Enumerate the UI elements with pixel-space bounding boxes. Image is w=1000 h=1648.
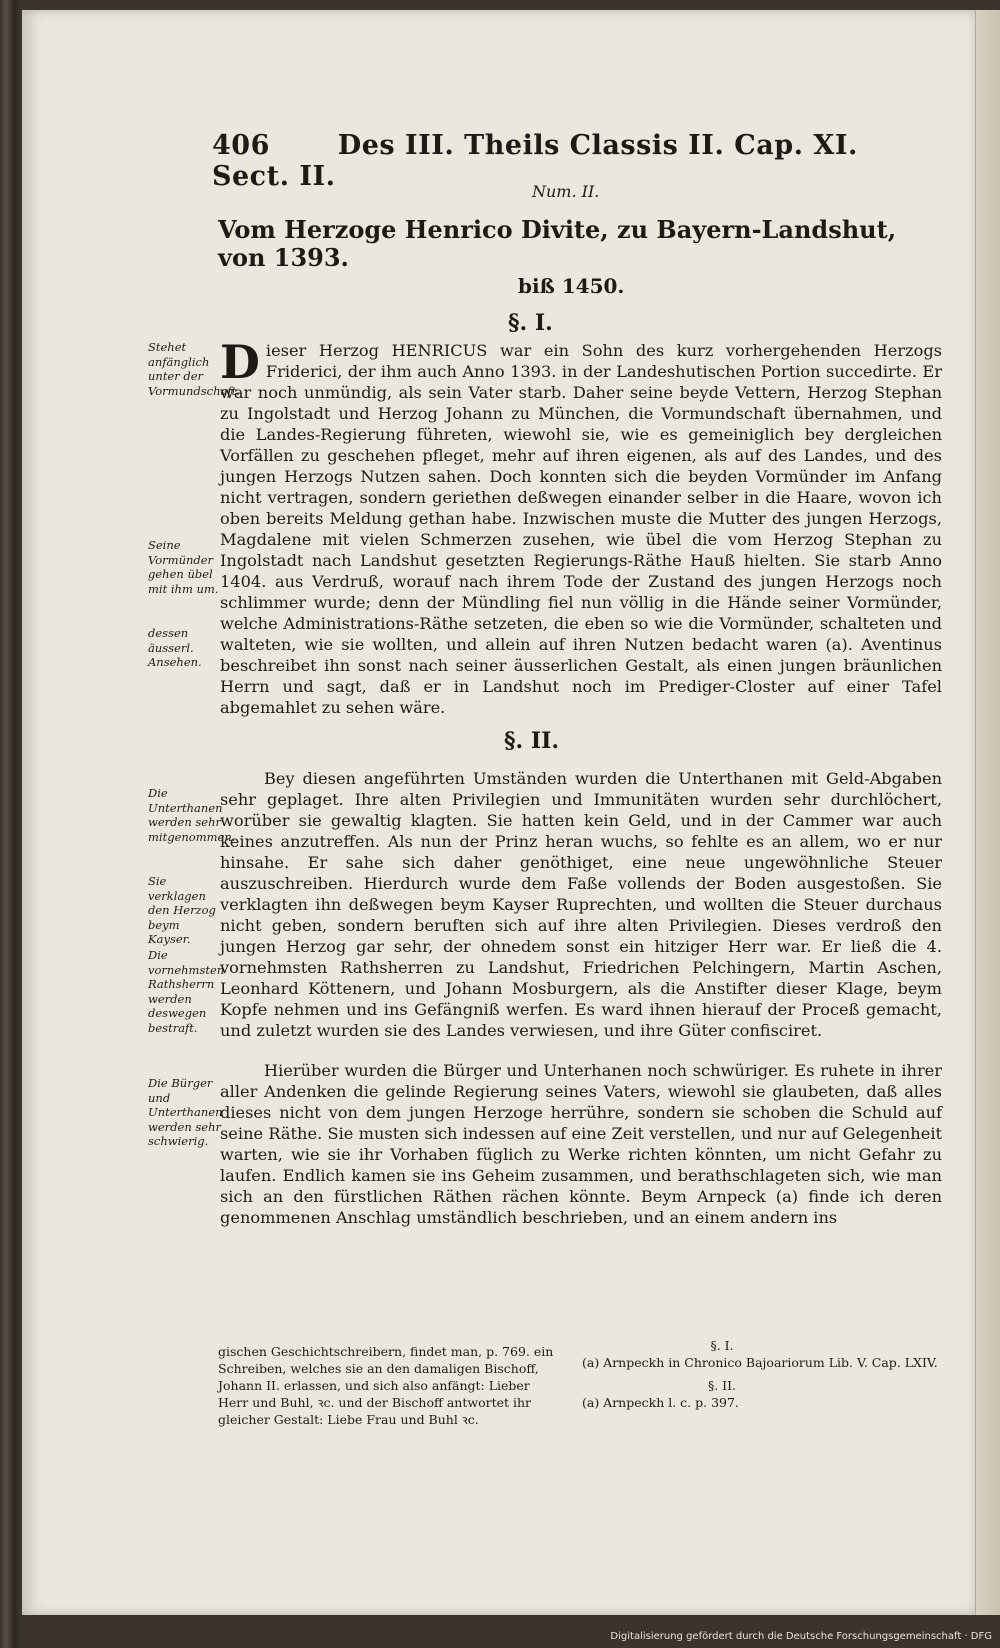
- footnote-heading-1: §. I.: [710, 1338, 734, 1353]
- running-title: Des III. Theils Classis II. Cap. XI. Sect. II.: [212, 130, 858, 192]
- margin-note-7: Die Bürger und Unterthanen werden sehr schwierig.: [148, 1076, 223, 1148]
- margin-note-5: Sie verklagen den Herzog beym Kayser.: [148, 874, 216, 946]
- digitization-note: Digitalisierung gefördert durch die Deutsche Forschungsgemeinschaft · DFG: [610, 1631, 992, 1642]
- paragraph-1-text: ieser Herzog HENRICUS war ein Sohn des kurz vorhergehenden Herzogs Friderici, der ihm auch Anno 1393. in der Landeshutischen Portion succedirte. Er war noch unmündig, als sein Vater starb. Daher seine beyde Vettern, Herzog Stephan zu Ingolstadt und Herzog Johann zu München, die Vormundschaft übernahmen, und die Landes-Regierung führeten, wiewohl sie, wie es gemeiniglich bey dergleichen Vorfällen zu geschehen pfleget, mehr auf ihren eigenen, als auf des Landes, und des jungen Herzogs Nutzen sahen. Doch konnten sich die beyden Vormünder im Anfang nicht vertragen, sondern geriethen deßwegen einander selber in die Haare, wovon ich oben bereits Meldung gethan habe. Inzwischen muste die Mutter des jungen Herzogs, Magdalene mit vielen Schmerzen zusehen, wie übel die vom Herzog Stephan zu Ingolstadt nach Landshut gesetzten Regierungs-Räthe Hauß hielten. Sie starb Anno 1404. aus Verdruß, worauf nach ihrem Tode der Zustand des jungen Herzogs noch schlimmer wurde; denn der Mündling fiel nun völlig in die Hände seiner Vormünder, welche Administrations-Räthe setzeten, die eben so wie die Vormünder, schalteten und walteten, wie sie wollten, und allein auf ihren Nutzen bedacht waren (a). Aventinus beschreibet ihn sonst nach seiner äusserlichen Gestalt, als einen jungen bräunlichen Herrn und sagt, daß er in Landshut noch im Prediger-Closter auf einer Tafel abgemahlet zu sehen wäre.: [220, 341, 942, 717]
- number-label: Num. II.: [532, 182, 600, 201]
- section-heading-2: §. II.: [504, 728, 560, 754]
- drop-cap: D: [220, 335, 260, 389]
- footnotes: [582, 1337, 942, 1411]
- margin-note-3: dessen äusserl. Ansehen.: [148, 626, 202, 669]
- chapter-title: [218, 216, 938, 300]
- title-line-2: biß 1450.: [518, 274, 625, 298]
- margin-note-4: Die Unterthanen werden sehr mitgenommen.: [148, 786, 236, 844]
- section-heading-1: §. I.: [508, 310, 553, 336]
- footnote-1: (a) Arnpeckh in Chronico Bajoariorum Lib. V. Cap. LXIV.: [582, 1355, 938, 1370]
- paragraph-3-text: Hierüber wurden die Bürger und Unterhanen noch schwüriger. Es ruhete in ihrer aller Andenken die gelinde Regierung seines Vaters, wiewohl sie glaubeten, daß alles dieses nicht von dem jungen Herzoge herrühre, sondern sie schoben die Schuld auf seine Räthe. Sie musten sich indessen auf eine Zeit verstellen, und nur auf Gelegenheit warten, wie sie ihr Vorhaben füglich zu Werke richten könnten, um nicht Gefahr zu laufen. Endlich kamen sie ins Geheim zusammen, und berathschlageten sich, wie man sich an den fürstlichen Räthen rächen könnte. Beym Arnpeck (a) finde ich deren genommenen Anschlag umständlich beschrieben, und an einem andern ins: [220, 1061, 942, 1227]
- book-page: [22, 10, 976, 1615]
- paragraph-1: [220, 335, 942, 718]
- paragraph-2-text: Bey diesen angeführten Umständen wurden die Unterthanen mit Geld-Abgaben sehr geplaget. Ihre alten Privilegien und Immunitäten wurden sehr durchlöchert, worüber sie gewaltig klagten. Sie hatten kein Geld, und in der Cammer war auch keines anzutreffen. Als nun der Prinz heran wuchs, so fehlte es an allem, wo er nur hinsahe. Er sahe sich daher genöthiget, eine neue ungewöhnliche Steuer auszuschreiben. Hierdurch wurde dem Faße vollends der Boden ausgestoßen. Sie verklagten ihn deßwegen beym Kayser Ruprechten, und wollten die Steuer durchaus nicht geben, sondern beruften sich auf ihre alten Privilegien. Dieses verdroß den jungen Herzog gar sehr, der ohnedem sonst ein hitziger Herr war. Er ließ die 4. vornehmsten Rathsherren zu Landshut, Friedrichen Pelchingern, Martin Aschen, Leonhard Köttenern, und Johann Mosburgern, als die Anstifter dieser Klage, beym Kopfe nehmen und ins Gefängniß werfen. Es ward ihnen hierauf der Proceß gemacht, und zuletzt wurden sie des Landes verwiesen, und ihre Güter confisciret.: [220, 769, 942, 1040]
- footnote-continuation: gischen Geschichtschreibern, findet man, p. 769. ein Schreiben, welches sie an den damaligen Bischoff, Johann II. erlassen, und sich also anfängt: Lieber Herr und Buhl, ꝛc. und der Bischoff antwortet ihr gleicher Gestalt: Liebe Frau und Buhl ꝛc.: [218, 1344, 554, 1427]
- title-line-1: Vom Herzoge Henrico Divite, zu Bayern-Landshut, von 1393.: [218, 215, 897, 272]
- paragraph-2: [220, 768, 942, 1041]
- page-edge-strip: [975, 10, 1000, 1615]
- footnote-2: (a) Arnpeckh l. c. p. 397.: [582, 1395, 739, 1410]
- margin-note-1: Stehet anfänglich unter der Vormundschaft.: [148, 340, 240, 398]
- margin-note-2: Seine Vormünder gehen übel mit ihm um.: [148, 538, 219, 596]
- page-number: 406: [212, 130, 270, 161]
- paragraph-3: [220, 1060, 942, 1228]
- footnote-heading-2: §. II.: [707, 1378, 737, 1393]
- margin-note-6: Die vornehmsten Rathsherrn werden deswegen bestraft.: [148, 948, 225, 1035]
